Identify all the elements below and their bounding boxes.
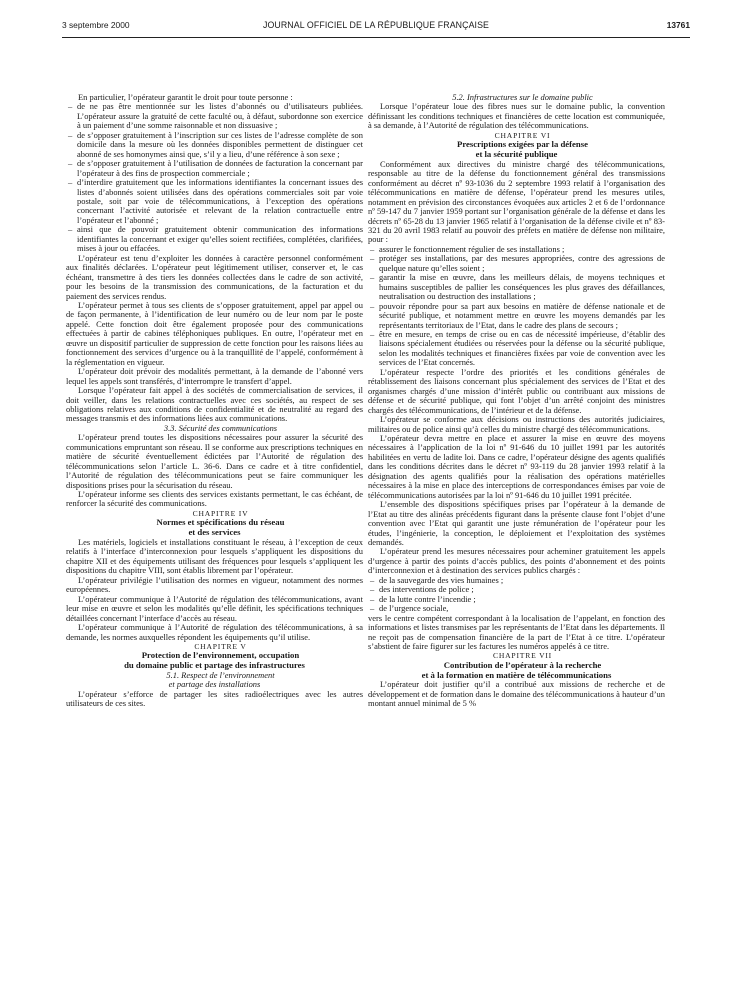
emergency-services-list xyxy=(368,576,665,614)
chapter-heading-line: Prescriptions exigées par la défense xyxy=(457,139,588,150)
rights-list xyxy=(66,102,363,253)
paragraph: L’opérateur respecte l’ordre des priorités et les conditions générales de rétablissement des liaisons concernant plus spécialement des services de l’Etat et des organismes chargés d’une mission d’intérêt public ou contribuant aux missions de défense et de sécurité publique, qui font l’objet d’un arrêté conjoint des ministres chargés des télécommunications, de l’intérieur et de la défense. xyxy=(368,366,665,415)
paragraph: L’opérateur est tenu d’exploiter les données à caractère personnel conformément aux finalités déclarées. L’opérateur peut légitimement utiliser, conserver et, le cas échéant, transmettre à des tiers les données collectées dans le cadre de son activité, pour les besoins de la transmission des communications, de la facturation et du paiement des services rendus. xyxy=(66,252,363,301)
list-item: – ainsi que de pouvoir gratuitement obtenir communication des informations identifiantes la concernant et exiger qu’elles soient rectifiées, complétées, clarifiées, mises à jour ou effacées. xyxy=(66,225,363,253)
section-title-line: 5.1. Respect de l’environnement xyxy=(166,670,275,681)
section-title-3-3: 3.3. Sécurité des communications xyxy=(163,422,278,433)
paragraph: L’opérateur prend toutes les dispositions nécessaires pour assurer la sécurité des communications empruntant son réseau. Il se conforme aux prescriptions techniques en matière de sécurité éventuellement édictées par l’Autorité de régulation des télécommunications selon l’article L. 36-6. Dans ce cadre et à titre confidentiel, l’Autorité de régulation des télécommunications peut se faire communiquer les dispositions prises pour la sécurisation du réseau. xyxy=(66,432,363,490)
paragraph: L’opérateur privilégie l’utilisation des normes en vigueur, notamment des normes européennes. xyxy=(66,574,363,595)
right-column xyxy=(368,93,665,709)
paragraph: L’opérateur se conforme aux décisions ou instructions des autorités judiciaires, militaires ou de police ainsi qu’à celles du ministre chargé des télécommunications. xyxy=(368,414,665,434)
paragraph: L’opérateur communique à l’Autorité de régulation des télécommunications, à sa demande, les normes auxquelles répondent les équipements qu’il utilise. xyxy=(66,622,363,642)
chapter-title-5: CHAPITRE V xyxy=(194,641,247,651)
left-column xyxy=(66,93,363,709)
chapter-title-7: CHAPITRE VII xyxy=(492,651,553,661)
list-item: – de s’opposer gratuitement à l’inscription sur ces listes de l’adresse complète de son domicile dans la mesure où les données disponibles permettent de distinguer cet abonné de ses homonymes ainsi que, s’il y a lieu, d’une référence à son sexe ; xyxy=(66,131,363,159)
list-item: – garantir la mise en œuvre, dans les meilleurs délais, de moyens techniques et humains susceptibles de pallier les conséquences les plus graves des défaillances, neutralisation ou destruction des installations ; xyxy=(368,273,665,301)
list-item: – assurer le fonctionnement régulier de ses installations ; xyxy=(368,245,665,254)
header-page-number: 13761 xyxy=(666,20,690,30)
chapter-heading-line: Protection de l’environnement, occupation xyxy=(141,650,300,661)
paragraph: L’opérateur doit justifier qu’il a contribué aux missions de recherche et de développement et de formation dans le domaine des télécommunications à hauteur d’un montant annuel minimal de 5 % xyxy=(368,679,665,709)
paragraph: L’opérateur permet à tous ses clients de s’opposer gratuitement, appel par appel ou de façon permanente, à l’identification de leur numéro ou de leur nom par le poste appelé. Cette fonction doit être également proposée pour des communications effectuées à partir de cabines téléphoniques publiques. En outre, l’opérateur met en œuvre un dispositif particulier de suppression de cette fonction pour les raisons liées au fonctionnement des services d’urgence ou à la tranquillité de l’appelé, conformément à la réglementation en vigueur. xyxy=(66,299,363,367)
chapter-heading-line: et des services xyxy=(188,527,241,538)
chapter-title-6: CHAPITRE VI xyxy=(494,130,551,140)
defense-list xyxy=(368,245,665,368)
paragraph: Conformément aux directives du ministre chargé des télécommunications, responsable au titre de la défense du fonctionnement général des transmissions conformément au décret nº 93-1036 du 2 septembre 1993 relatif à l’organisation des télécommunications en matière de défense, l’opérateur prend les mesures utiles, notamment en prévision des circonstances évoquées aux articles 2 et 6 de l’ordonnance nº 59-147 du 7 janvier 1959 portant sur l’organisation générale de la défense et dans les décrets nº 65-28 du 13 janvier 1965 relatif à l’organisation de la défense civile et nº 83-321 du 20 avril 1983 relatif au pouvoir des préfets en matière de défense non militaire, pour : xyxy=(368,158,665,245)
chapter-heading-line: et la sécurité publique xyxy=(475,149,558,160)
paragraph: L’opérateur prend les mesures nécessaires pour acheminer gratuitement les appels d’urgence à partir des points d’accès publics, des points d’abonnement et des points d’interconnexion et à destination des services publics chargés : xyxy=(368,546,665,576)
list-item: – protéger ses installations, par des mesures appropriées, contre des agressions de quelque nature qu’elles soient ; xyxy=(368,254,665,273)
chapter-heading-line: Normes et spécifications du réseau xyxy=(156,517,285,528)
paragraph: Les matériels, logiciels et installations constituant le réseau, à l’exception de ceux relatifs à l’interface d’interconnexion pour lesquels s’appliquent les dispositions du chapitre XII et des équipements utilisant des fréquences pour lesquels s’appliquent les dispositions du chapitre VIII, sont établis librement par l’opérateur. xyxy=(66,536,363,576)
header-journal-title: JOURNAL OFFICIEL DE LA RÉPUBLIQUE FRANÇAISE xyxy=(262,20,490,30)
section-title-5-1 xyxy=(66,671,363,690)
list-item: – être en mesure, en temps de crise ou en cas de nécessité impérieuse, d’établir des liaisons spécialement étudiées ou réservées pour la défense ou la sécurité publique, selon les modalités techniques et financières fixées par voie de convention avec les services de l’Etat concernés. xyxy=(368,330,665,368)
list-item: – de s’opposer gratuitement à l’utilisation de données de facturation la concernant par l’opérateur à des fins de prospection commerciale ; xyxy=(66,159,363,178)
list-item: – de la sauvegarde des vies humaines ; xyxy=(368,576,665,585)
paragraph: Lorsque l’opérateur fait appel à des sociétés de commercialisation de services, il doit veiller, dans les relations contractuelles avec ces sociétés, au respect de ses obligations relatives aux conditions de confidentialité et de neutralité au regard des messages transmis et des informations liées aux communications. xyxy=(66,385,363,424)
section-title-5-2: 5.2. Infrastructures sur le domaine public xyxy=(452,92,593,102)
list-item: – de la lutte contre l’incendie ; xyxy=(368,595,665,604)
chapter-heading-line: et à la formation en matière de télécommunications xyxy=(421,669,612,680)
paragraph: L’opérateur devra mettre en place et assurer la mise en œuvre des moyens nécessaires à l’application de la loi nº 91-646 du 10 juillet 1991 par les autorités habilitées en vertu de ladite loi. Dans ce cadre, l’opérateur désigne des agents qualifiés dans les conditions décrites dans le décret nº 93-119 du 28 janvier 1993 relatif à la désignation des agents qualifiés pour la réalisation des opérations matérielles nécessaires à la mise en place des interceptions de correspondances émises par voie de télécommunications autorisées par la loi nº 91-646 du 10 juillet 1991 précitée. xyxy=(368,433,665,500)
paragraph: En particulier, l’opérateur garantit le droit pour toute personne : xyxy=(78,92,293,102)
paragraph: vers le centre compétent correspondant à la localisation de l’appelant, en fonction des informations et listes transmises par les représentants de l’Etat dans les départements. Il ne reçoit pas de compensation financière de la part de l’Etat à ce titre. L’opérateur s’abstient de faire figurer sur les factures les numéros appelés à ce titre. xyxy=(368,612,665,651)
chapter-title-4: CHAPITRE IV xyxy=(192,508,249,518)
paragraph: L’opérateur informe ses clients des services existants permettant, le cas échéant, de renforcer la sécurité des communications. xyxy=(66,489,363,509)
list-item: – des interventions de police ; xyxy=(368,585,665,594)
paragraph: Lorsque l’opérateur loue des fibres nues sur le domaine public, la convention définissant les conditions techniques et financières de cette location est communiquée, à sa demande, à l’Autorité de régulation des télécommunications. xyxy=(368,101,665,131)
list-item: – de l’urgence sociale, xyxy=(368,604,665,613)
chapter-heading-7 xyxy=(368,661,665,681)
list-item: – de ne pas être mentionnée sur les listes d’abonnés ou d’utilisateurs publiées. L’opérateur assure la gratuité de cette faculté ou, à défaut, subordonne son exercice à un paiement d’une somme raisonnable et non dissuasive ; xyxy=(66,102,363,130)
paragraph: L’opérateur communique à l’Autorité de régulation des télécommunications, avant leur mise en œuvre et selon les modalités qu’elle définit, les spécifications techniques détaillées concernant l’interface d’accès au réseau. xyxy=(66,593,363,623)
paragraph: L’ensemble des dispositions spécifiques prises par l’opérateur à la demande de l’Etat au titre des alinéas précédents figurant dans la présente clause font l’objet d’une convention avec l’Etat qui garantit une juste rémunération de l’opérateur pour les études, l’ingénierie, la conception, le déploiement et l’exploitation des systèmes demandés. xyxy=(368,499,665,547)
header-rule xyxy=(62,37,690,38)
paragraph: L’opérateur s’efforce de partager les sites radioélectriques avec les autres utilisateurs de ces sites. xyxy=(66,688,363,709)
chapter-heading-4 xyxy=(66,518,363,538)
chapter-heading-6 xyxy=(368,140,665,160)
page-header xyxy=(62,20,690,34)
chapter-heading-line: du domaine public et partage des infrastructures xyxy=(124,660,305,671)
chapter-heading-line: Contribution de l’opérateur à la recherche xyxy=(443,659,602,670)
list-item: – d’interdire gratuitement que les informations identifiantes la concernant issues des listes d’abonnés soient utilisées dans des opérations commerciales soit par voie postale, soit par voie de télécommunications, à l’exception des opérations concernant l’activité autorisée et relevant de la relation contractuelle entre l’opérateur et l’abonné ; xyxy=(66,178,363,225)
chapter-heading-5 xyxy=(66,651,363,671)
list-item: – pouvoir répondre pour sa part aux besoins en matière de défense nationale et de sécurité publique, et notamment mettre en œuvre les moyens demandés par les représentants territoriaux de l’Etat, dans le cadre des plans de secours ; xyxy=(368,302,665,330)
paragraph: L’opérateur doit prévoir des modalités permettant, à la demande de l’abonné vers lequel les appels sont transférés, d’interrompre le transfert d’appel. xyxy=(66,366,363,386)
header-date: 3 septembre 2000 xyxy=(62,20,130,30)
section-title-line: et partage des installations xyxy=(168,679,261,690)
